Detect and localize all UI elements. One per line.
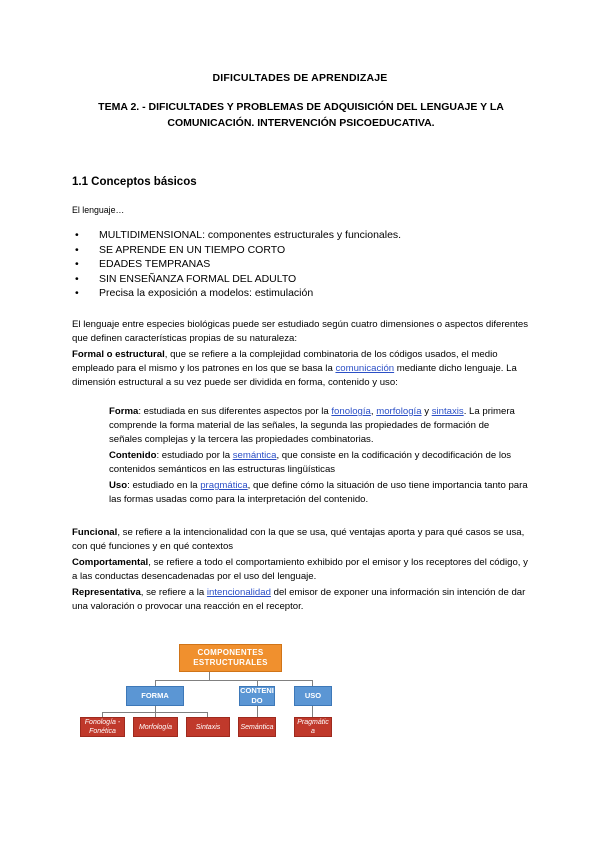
list-item: • MULTIDIMENSIONAL: componentes estructurales y funcionales. [72, 228, 401, 243]
text: , que se refiere a la complejidad combinatoria de los códigos usados, el medio empleado para el mismo y los patrones en los que se basa la [72, 349, 498, 374]
list-item: • SIN ENSEÑANZA FORMAL DEL ADULTO [72, 272, 401, 287]
text: , se refiere a la intencionalidad con la que se usa, qué ventajas aporta y para qué casos se usa, con qué funciones y en qué contextos [72, 527, 525, 552]
link-morfologia[interactable]: morfología [376, 406, 422, 417]
text: y [421, 406, 432, 417]
link-pragmatica[interactable]: pragmática [200, 480, 248, 491]
paragraph-formal [72, 348, 532, 390]
term-uso: Uso [109, 480, 128, 491]
connector [257, 706, 258, 717]
list-item: • Precisa la exposición a modelos: estimulación [72, 286, 401, 301]
node-fonologia: Fonología - Fonética [80, 717, 125, 737]
text: mediante dicho lenguaje. La dimensión estructural a su vez puede ser dividida en forma, contenido y uso: [72, 363, 517, 388]
text: . La primera comprende la forma material de las señales, la segunda las propiedades de formación de señales complejas y la tercera las propiedades combinatorias. [109, 406, 515, 445]
term-comportamental: Comportamental [72, 557, 149, 568]
text: , que consiste en la codificación y decodificación de los contenidos semánticos en las estructuras lingüísticas [109, 450, 512, 475]
paragraph-forma [109, 405, 521, 447]
term-representativa: Representativa [72, 587, 141, 598]
link-intencionalidad[interactable]: intencionalidad [206, 587, 271, 598]
link-comunicacion[interactable]: comunicación [335, 363, 395, 374]
term-contenido: Contenido [109, 450, 157, 461]
paragraph-comportamental [72, 556, 532, 584]
text: , se refiere a la [140, 587, 207, 598]
list-item: • SE APRENDE EN UN TIEMPO CORTO [72, 243, 401, 258]
connector [312, 706, 313, 717]
text: , [370, 406, 377, 417]
text: , se refiere a todo el comportamiento exhibido por el emisor y los receptores del código, y a las conductas desencadenadas por el uso del lenguaje. [72, 557, 528, 582]
text: : estudiada en sus diferentes aspectos por la [138, 406, 332, 417]
topic-title: TEMA 2. - DIFICULTADES Y PROBLEMAS DE ADQUISICIÓN DEL LENGUAJE Y LA COMUNICACIÓN. INTERVENCIÓN PSICOEDUCATIVA. [98, 101, 504, 129]
paragraph-uso [109, 479, 529, 507]
components-diagram [80, 640, 350, 740]
term-funcional: Funcional [72, 527, 118, 538]
node-forma: FORMA [126, 686, 184, 706]
text: , que define cómo la situación de uso tiene importancia tanto para las formas usadas como para la interpretación del contenido. [109, 480, 528, 505]
paragraph-representativa [72, 586, 532, 614]
connector [155, 680, 312, 681]
section-heading: 1.1 Conceptos básicos [72, 176, 197, 188]
text: : estudiado por la [156, 450, 233, 461]
node-uso: USO [294, 686, 332, 706]
paragraph-funcional [72, 526, 532, 554]
node-componentes-estructurales: COMPONENTES ESTRUCTURALES [179, 644, 282, 672]
node-pragmatica: Pragmátic a [294, 717, 332, 737]
link-sintaxis[interactable]: sintaxis [431, 406, 464, 417]
bullet-list [72, 228, 401, 301]
text: : estudiado en la [127, 480, 201, 491]
node-contenido: CONTENI DO [240, 686, 274, 705]
document-title: DIFICULTADES DE APRENDIZAJE [212, 72, 388, 84]
connector [209, 672, 210, 680]
link-semantica[interactable]: semántica [232, 450, 277, 461]
text: del emisor de exponer una información sin intención de dar una valoración o provocar una reacción en el receptor. [72, 587, 526, 612]
term-forma: Forma [109, 406, 139, 417]
node-semantica: Semántica [238, 717, 276, 737]
node-morfologia: Morfología [133, 717, 178, 737]
paragraph-intro: El lenguaje entre especies biológicas puede ser estudiado según cuatro dimensiones o aspectos diferentes que definen características propias de su naturaleza: [72, 319, 528, 344]
term-formal: Formal o estructural [72, 349, 165, 360]
list-item: • EDADES TEMPRANAS [72, 257, 401, 272]
node-sintaxis: Sintaxis [186, 717, 230, 737]
paragraph-contenido [109, 449, 521, 477]
link-fonologia[interactable]: fonología [331, 406, 371, 417]
section-intro: El lenguaje… [72, 205, 125, 215]
